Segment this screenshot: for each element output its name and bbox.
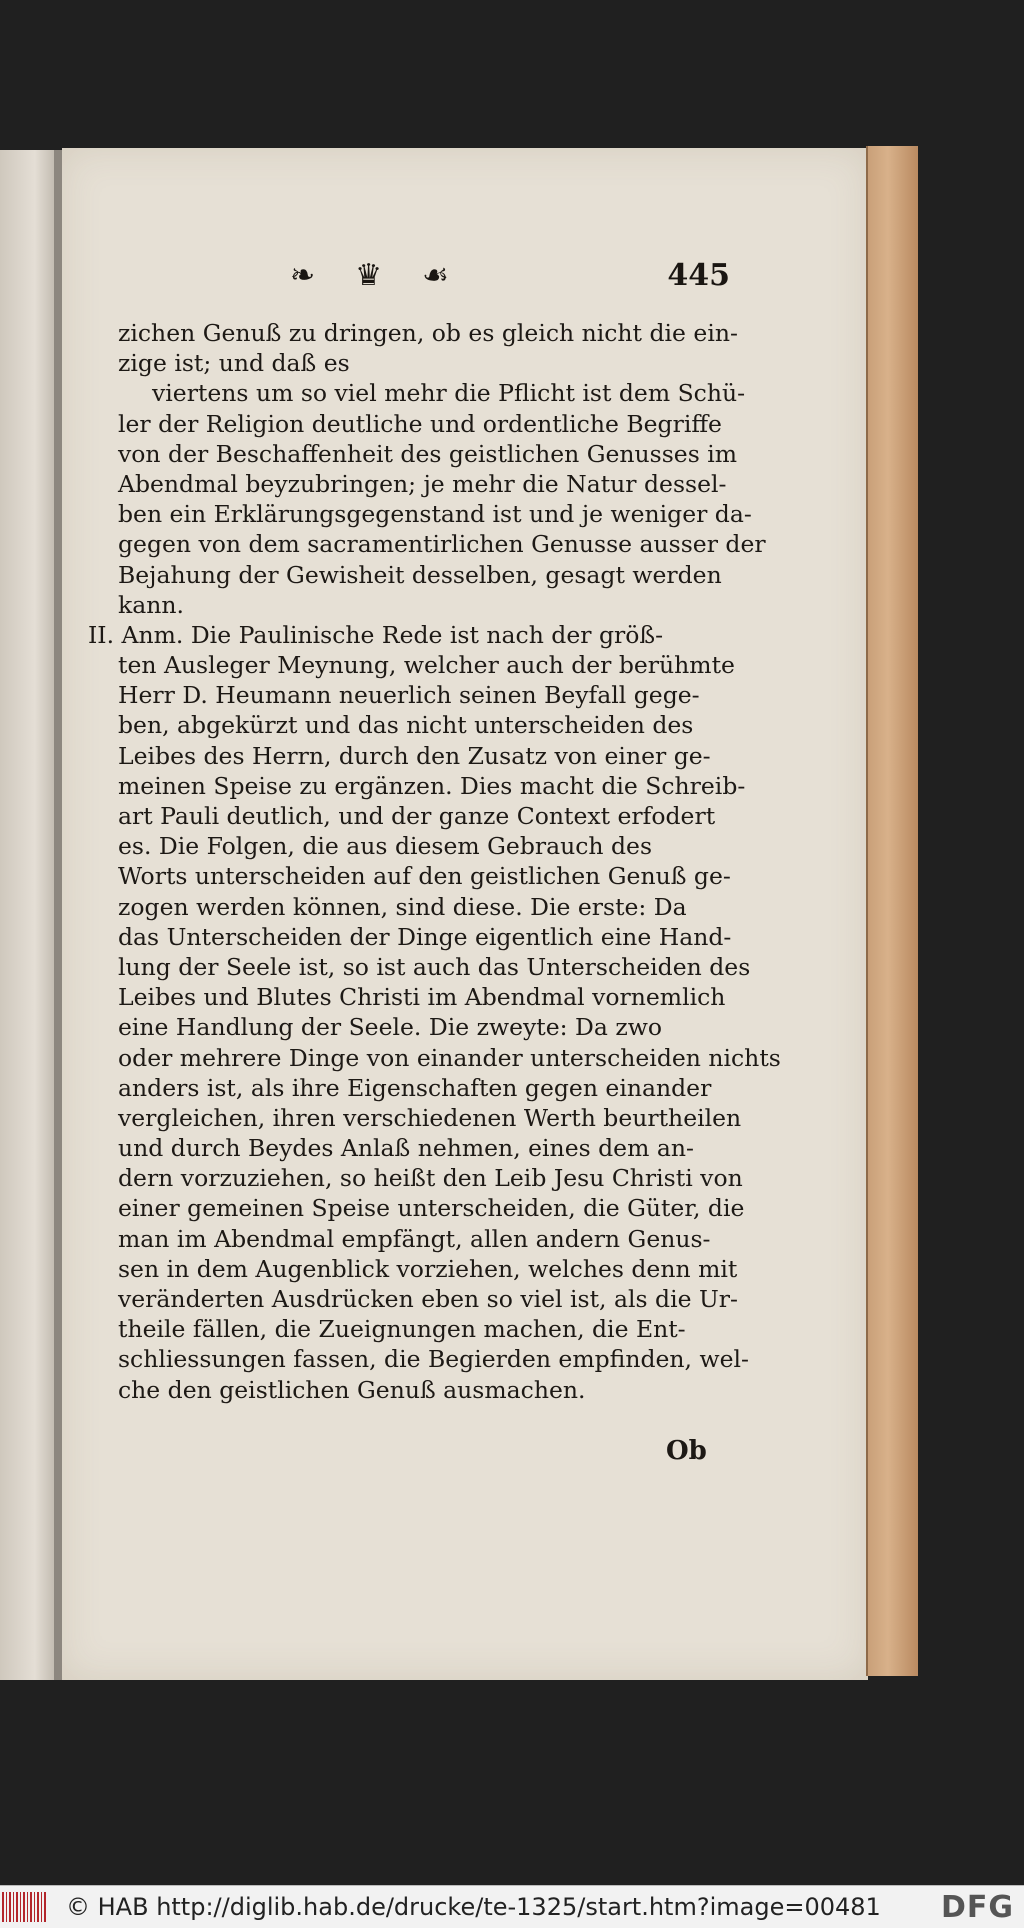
text-line: es. Die Folgen, die aus diesem Gebrauch des: [118, 832, 653, 861]
text-line: zige ist; und daß es: [118, 349, 350, 378]
header-ornaments: [290, 258, 449, 293]
text-line: lung der Seele ist, so ist auch das Unterscheiden des: [118, 952, 751, 981]
gutter: [54, 150, 62, 1680]
text-line: ten Ausleger Meynung, welcher auch der berühmte: [118, 651, 735, 680]
text-line: eine Handlung der Seele. Die zweyte: Da zwo: [118, 1013, 662, 1042]
text-line: oder mehrere Dinge von einander unterscheiden nichts: [118, 1043, 781, 1072]
text-line: dern vorzuziehen, so heißt den Leib Jesu Christi von: [118, 1164, 743, 1193]
text-line: gegen von dem sacramentirlichen Genusse ausser der: [118, 530, 766, 559]
text-line: Herr D. Heumann neuerlich seinen Beyfall gege-: [118, 681, 700, 710]
text-line: einer gemeinen Speise unterscheiden, die Güter, die: [118, 1194, 745, 1223]
text-line: kann.: [118, 590, 184, 619]
text-line: Abendmal beyzubringen; je mehr die Natur dessel-: [118, 469, 727, 498]
crown-ornament-icon: ♛: [355, 257, 383, 293]
text-line: ben ein Erklärungsgegenstand ist und je weniger da-: [118, 500, 752, 529]
page-header: [290, 252, 730, 298]
text-line: zogen werden können, sind diese. Die erste: Da: [118, 892, 687, 921]
page-number: 445: [667, 257, 730, 293]
text-line: anders ist, als ihre Eigenschaften gegen einander: [118, 1073, 712, 1102]
page-edge: [866, 146, 918, 1676]
text-line: art Pauli deutlich, und der ganze Context erfodert: [118, 802, 716, 830]
text-line: meinen Speise zu ergänzen. Dies macht die Schreib-: [118, 771, 746, 800]
text-line: Leibes des Herrn, durch den Zusatz von einer ge-: [118, 741, 711, 770]
text-line: viertens um so viel mehr die Pflicht ist dem Schü-: [152, 379, 746, 408]
text-line: ler der Religion deutliche und ordentliche Begriffe: [118, 409, 722, 438]
text-line: vergleichen, ihren verschiedenen Werth beurtheilen: [118, 1103, 742, 1132]
text-line: Bejahung der Gewisheit desselben, gesagt werden: [118, 560, 722, 589]
text-line: und durch Beydes Anlaß nehmen, eines dem an-: [118, 1134, 694, 1163]
catchword: Ob: [666, 1436, 707, 1466]
text-line: Worts unterscheiden auf den geistlichen Genuß ge-: [118, 862, 731, 891]
body-text: [88, 318, 781, 1405]
text-line: schliessungen fassen, die Begierden empfinden, wel-: [118, 1345, 749, 1374]
text-line: zichen Genuß zu dringen, ob es gleich nicht die ein-: [118, 319, 738, 347]
viewer-footer: [0, 1885, 1024, 1928]
text-line: theile fällen, die Zueignungen machen, die Ent-: [118, 1315, 686, 1344]
text-line: Leibes und Blutes Christi im Abendmal vornemlich: [118, 983, 726, 1012]
text-line: sen in dem Augenblick vorziehen, welches denn mit: [118, 1254, 738, 1283]
text-line: II. Anm. Die Paulinische Rede ist nach der größ-: [88, 620, 664, 649]
text-line: ben, abgekürzt und das nicht unterscheiden des: [118, 711, 694, 740]
facing-page: [0, 150, 58, 1680]
text-line: veränderten Ausdrücken eben so viel ist, als die Ur-: [118, 1285, 738, 1313]
fleuron-left-icon: ❧: [290, 257, 316, 293]
text-line: che den geistlichen Genuß ausmachen.: [118, 1375, 586, 1404]
hab-barcode-icon: [2, 1892, 46, 1922]
text-line: man im Abendmal empfängt, allen andern Genus-: [118, 1224, 711, 1253]
text-line: das Unterscheiden der Dinge eigentlich eine Hand-: [118, 922, 732, 951]
dfg-logo: DFG: [940, 1889, 1014, 1925]
source-link[interactable]: © HAB http://diglib.hab.de/drucke/te-1325/start.htm?image=00481: [66, 1893, 881, 1921]
fleuron-right-icon: ☙: [422, 257, 449, 293]
text-line: von der Beschaffenheit des geistlichen Genusses im: [118, 439, 738, 468]
